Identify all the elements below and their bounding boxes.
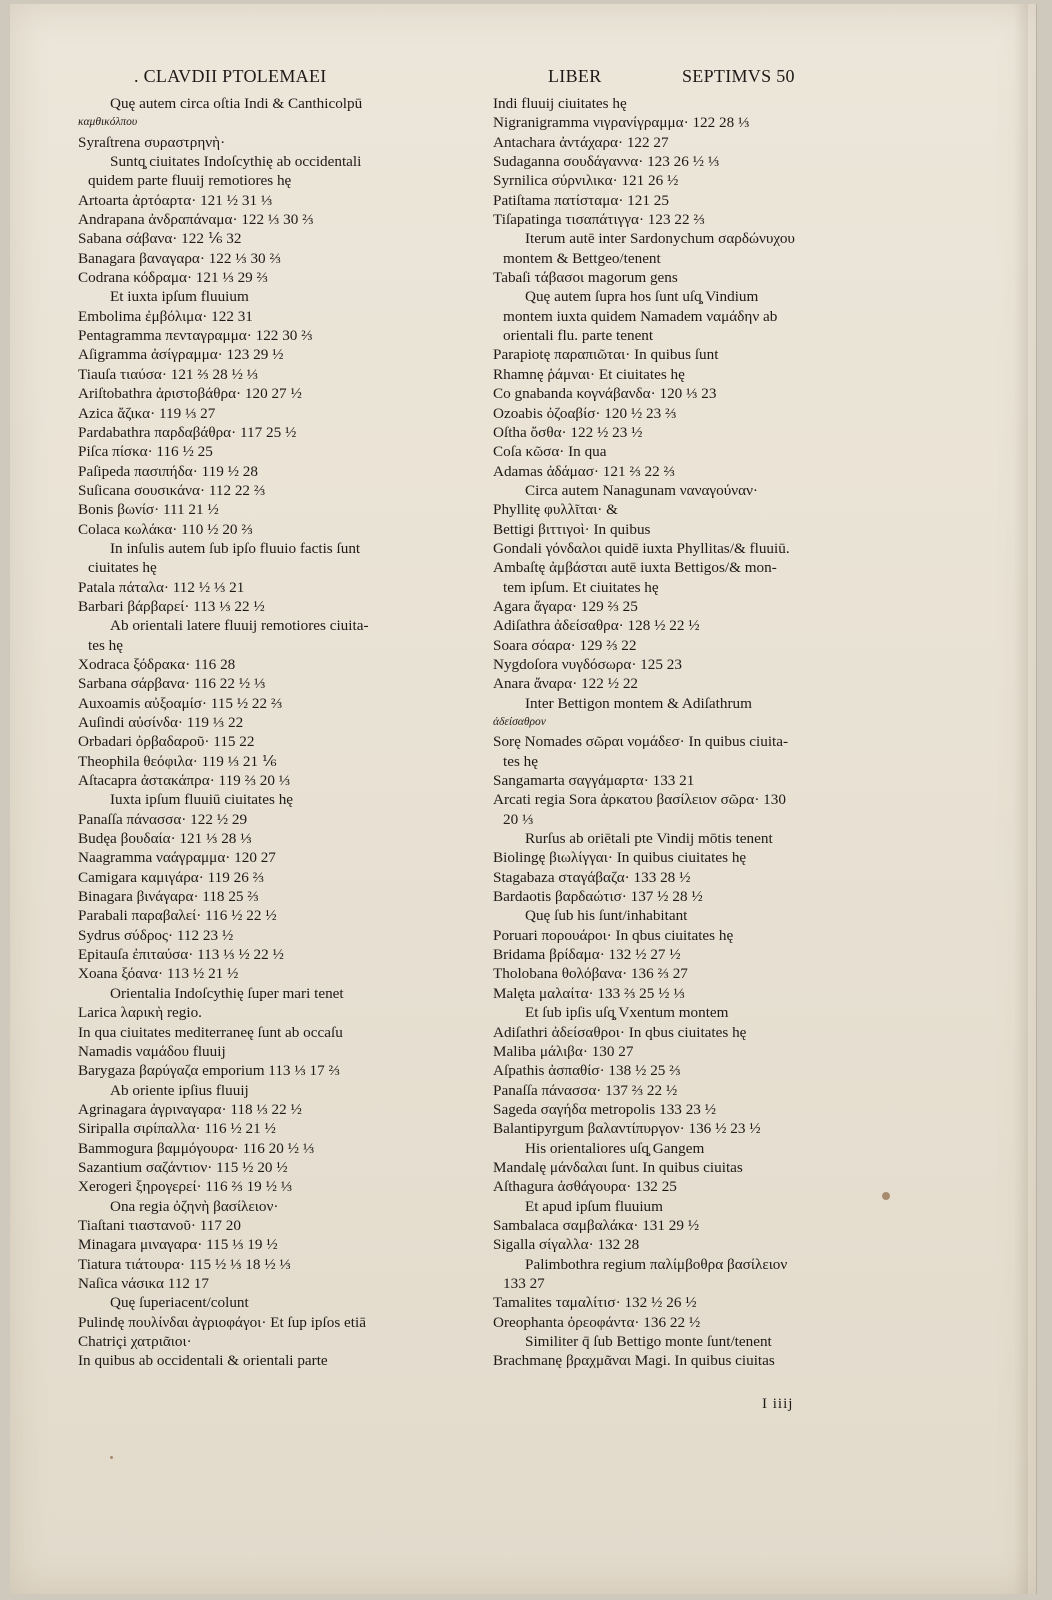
text-line: Pentagramma πενταγραμμα· 122 30 ⅔ bbox=[78, 327, 313, 345]
text-line: Theophila θεόφιλα· 119 ⅓ 21 ⅙ bbox=[78, 752, 277, 770]
text-line: Epitauſa ἐπιταύσα· 113 ⅓ ½ 22 ½ bbox=[78, 946, 284, 964]
text-line: Ab orientali latere fluuij remotiores ciuita- bbox=[110, 617, 369, 635]
text-line: Sarbana σάρβανα· 116 22 ½ ⅓ bbox=[78, 675, 266, 693]
text-line: Iterum autē inter Sardonychum σαρδώνυχου bbox=[525, 230, 795, 248]
text-line: Naagramma ναάγραμμα· 120 27 bbox=[78, 849, 276, 867]
text-line: Piſca πίσκα· 116 ½ 25 bbox=[78, 443, 213, 461]
text-line: Codrana κόδραμα· 121 ⅓ 29 ⅔ bbox=[78, 269, 268, 287]
text-line: καμθικόλπου bbox=[78, 116, 138, 129]
left-text-column bbox=[78, 94, 478, 1371]
text-line: Paſipeda πασιπήδα· 119 ½ 28 bbox=[78, 462, 258, 480]
text-line: montem iuxta quidem Namadem ναμάδην ab bbox=[503, 307, 778, 325]
text-line: tem ipſum. Et ciuitates hę bbox=[503, 578, 659, 596]
text-line: Agrinagara ἀγριναγαρα· 118 ⅓ 22 ½ bbox=[78, 1100, 302, 1118]
text-line: Orbadari ὀρβαδαροῦ· 115 22 bbox=[78, 733, 255, 751]
text-line: montem & Bettgeo/tenent bbox=[503, 249, 661, 267]
text-line: In inſulis autem ſub ipſo fluuio factis ſunt bbox=[110, 539, 361, 557]
text-line: Banagara βαναγαρα· 122 ⅓ 30 ⅔ bbox=[78, 249, 281, 267]
text-line: Sangamarta σαγγάμαρτα· 133 21 bbox=[493, 772, 695, 790]
text-line: Andrapana ἀνδραπάναμα· 122 ⅓ 30 ⅔ bbox=[78, 211, 314, 229]
text-line: Maliba μάλιβα· 130 27 bbox=[493, 1042, 634, 1060]
text-line: Bettigi βιττιγοὶ· In quibus bbox=[493, 520, 651, 538]
text-line: Syraſtrena συραστρηνὴ· bbox=[78, 133, 226, 151]
text-line: Barygaza βαρύγαζα emporium 113 ⅓ 17 ⅔ bbox=[78, 1062, 340, 1080]
text-line: Aſtacapra ἀστακάπρα· 119 ⅔ 20 ⅓ bbox=[78, 772, 291, 790]
text-line: Namadis ναμάδου fluuij bbox=[78, 1042, 226, 1060]
text-line: Sorę Nomades σῶραι νομάδεσ· In quibus ciuita- bbox=[493, 733, 789, 751]
text-line: Sigalla σίγαλλα· 132 28 bbox=[493, 1236, 640, 1254]
text-line: orientali flu. parte tenent bbox=[503, 327, 654, 345]
text-line: Camigara καμιγάρα· 119 26 ⅔ bbox=[78, 868, 264, 886]
text-line: tes hę bbox=[88, 636, 124, 654]
text-line: Tiatura τιάτουρα· 115 ½ ⅓ 18 ½ ⅓ bbox=[78, 1255, 291, 1273]
text-line: Similiter q̄ ſub Bettigo monte ſunt/tenent bbox=[525, 1333, 772, 1350]
text-line: Ariſtobathra ἀριστοβάθρα· 120 27 ½ bbox=[78, 385, 302, 403]
text-line: Agara ἄγαρα· 129 ⅔ 25 bbox=[493, 597, 638, 615]
text-line: Balantipyrgum βαλαντίπυργον· 136 ½ 23 ½ bbox=[493, 1120, 761, 1138]
text-line: Bardaotis βαρδαώτισ· 137 ½ 28 ½ bbox=[493, 888, 703, 906]
text-line: Parapiotę παραπιῶται· In quibus ſunt bbox=[493, 346, 719, 364]
text-line: Budęa βουδαία· 121 ⅓ 28 ⅓ bbox=[78, 830, 252, 848]
text-line: Mandalę μάνδαλαι ſunt. In quibus ciuitas bbox=[493, 1158, 743, 1176]
text-line: Malęta μαλαίτα· 133 ⅔ 25 ½ ⅓ bbox=[493, 984, 685, 1002]
text-line: Quę autem circa oſtia Indi & Canthicolpū bbox=[110, 95, 363, 112]
text-line: Barbari βάρβαρεί· 113 ⅓ 22 ½ bbox=[78, 597, 265, 615]
text-line: Soara σόαρα· 129 ⅔ 22 bbox=[493, 636, 637, 654]
text-line: Brachmanę βραχμᾶναι Magi. In quibus ciuitas bbox=[493, 1352, 775, 1370]
text-line: Ona regia ὀζηνὴ βασίλειον· bbox=[110, 1197, 279, 1215]
text-line: Arcati regia Sora ἀρκατου βασίλειον σῶρα· 130 bbox=[493, 791, 786, 809]
text-line: In qua ciuitates mediterraneę ſunt ab occaſu bbox=[78, 1023, 343, 1041]
signature-mark: I iiij bbox=[762, 1396, 794, 1412]
text-line: Anara ἄναρα· 122 ½ 22 bbox=[493, 675, 639, 693]
text-line: Et iuxta ipſum fluuium bbox=[110, 288, 249, 306]
text-line: Patiſtama πατίσταμα· 121 25 bbox=[493, 191, 669, 209]
text-line: Bridama βρίδαμα· 132 ½ 27 ½ bbox=[493, 946, 681, 964]
text-line: Xerogeri ξηρογερεί· 116 ⅔ 19 ½ ⅓ bbox=[78, 1178, 293, 1196]
text-line: Siripalla σιρίπαλλα· 116 ½ 21 ½ bbox=[78, 1120, 276, 1138]
text-line: Et apud ipſum fluuium bbox=[525, 1197, 663, 1215]
text-line: Embolima ἐμβόλιμα· 122 31 bbox=[78, 307, 253, 325]
text-line: Auxoamis αὐξοαμίσ· 115 ½ 22 ⅔ bbox=[78, 694, 283, 712]
text-line: Phyllitę φυλλῖται· & bbox=[493, 501, 618, 519]
text-line: Quę ſub his ſunt/inhabitant bbox=[525, 907, 688, 925]
text-line: Suntq̧ ciuitates Indoſcythię ab occidentali bbox=[110, 153, 362, 171]
text-line: Circa autem Nanagunam ναναγούναν· bbox=[525, 481, 758, 499]
text-line: Xodraca ξόδρακα· 116 28 bbox=[78, 655, 236, 673]
text-line: Nigranigramma νιγρανίγραμμα· 122 28 ⅓ bbox=[493, 114, 750, 132]
header-author: . CLAVDII PTOLEMAEI bbox=[134, 66, 327, 86]
text-line: Tabaſi τάβασοι magorum gens bbox=[493, 269, 678, 287]
text-line: Adamas ἀδάμασ· 121 ⅔ 22 ⅔ bbox=[493, 462, 675, 480]
text-line: Stagabaza σταγάβαζα· 133 28 ½ bbox=[493, 868, 691, 886]
text-line: Indi fluuij ciuitates hę bbox=[493, 95, 627, 112]
text-line: Bammogura βαμμόγουρα· 116 20 ½ ⅓ bbox=[78, 1139, 315, 1157]
text-line: Oſtha ὄσθα· 122 ½ 23 ½ bbox=[493, 423, 643, 441]
text-line: Minagara μιναγαρα· 115 ⅓ 19 ½ bbox=[78, 1236, 278, 1254]
book-page bbox=[10, 4, 1037, 1594]
text-line: Palimbothra regium παλίμβοθρα βασίλειον bbox=[525, 1255, 788, 1273]
text-line: Sudaganna σουδάγαννα· 123 26 ½ ⅓ bbox=[493, 153, 720, 171]
text-line: Pulindę πουλίνδαι ἀγριοφάγοι· Et ſup ipſos etiā bbox=[78, 1313, 366, 1331]
text-line: Naſica νάσικα 112 17 bbox=[78, 1274, 209, 1292]
text-line: Azica ἄζικα· 119 ⅓ 27 bbox=[78, 404, 216, 422]
text-line: Aſthagura ἀσθάγουρα· 132 25 bbox=[493, 1178, 677, 1196]
text-line: Tholobana θολόβανα· 136 ⅔ 27 bbox=[493, 965, 688, 983]
text-line: His orientaliores uſq̧ Gangem bbox=[525, 1139, 705, 1157]
text-line: Oreophanta ὀρεοφάντα· 136 22 ½ bbox=[493, 1313, 701, 1331]
paper-stain bbox=[110, 1456, 113, 1459]
text-line: Antachara ἀντάχαρα· 122 27 bbox=[493, 133, 669, 151]
text-line: Inter Bettigon montem & Adiſathrum bbox=[525, 694, 752, 712]
text-line: 20 ⅓ bbox=[503, 810, 534, 828]
text-line: tes hę bbox=[503, 752, 539, 770]
text-line: Larica λαρικὴ regio. bbox=[78, 1004, 202, 1022]
text-line: Quę ſuperiacent/colunt bbox=[110, 1294, 249, 1312]
text-line: Co gnabanda κογνάβανδα· 120 ⅓ 23 bbox=[493, 385, 717, 403]
right-text-column bbox=[493, 94, 833, 1371]
text-line: Adiſathra ἀδείσαθρα· 128 ½ 22 ½ bbox=[493, 617, 700, 635]
text-line: Sambalaca σαμβαλάκα· 131 29 ½ bbox=[493, 1216, 700, 1234]
text-line: Bonis βωνίσ· 111 21 ½ bbox=[78, 501, 219, 519]
text-line: Tiſapatinga τισαπάτιγγα· 123 22 ⅔ bbox=[493, 211, 705, 229]
text-line: Ab oriente ipſius fluuij bbox=[110, 1081, 249, 1099]
text-line: Sazantium σαζάντιον· 115 ½ 20 ½ bbox=[78, 1158, 288, 1176]
text-line: Artoarta ἀρτόαρτα· 121 ½ 31 ⅓ bbox=[78, 191, 273, 209]
text-line: Suſicana σουσικάνα· 112 22 ⅔ bbox=[78, 481, 266, 499]
text-line: Panaſſa πάνασσα· 122 ½ 29 bbox=[78, 810, 248, 828]
text-line: In quibus ab occidentali & orientali parte bbox=[78, 1352, 328, 1370]
text-line: ciuitates hę bbox=[88, 559, 157, 577]
text-line: Nygdoſora νυγδόσωρα· 125 23 bbox=[493, 655, 682, 673]
text-line: Quę autem ſupra hos ſunt uſq̧ Vindium bbox=[525, 288, 759, 306]
paper-stain bbox=[882, 1192, 890, 1200]
text-line: Rhamnę ῥάμναι· Et ciuitates hę bbox=[493, 365, 685, 383]
text-line: Binagara βινάγαρα· 118 25 ⅔ bbox=[78, 888, 259, 906]
text-line: Coſa κῶσα· In qua bbox=[493, 443, 607, 461]
text-line: Parabali παραβαλεί· 116 ½ 22 ½ bbox=[78, 907, 277, 925]
text-line: Poruari πορουάροι· In qbus ciuitates hę bbox=[493, 926, 734, 944]
text-line: Patala πάταλα· 112 ½ ⅓ 21 bbox=[78, 578, 245, 596]
text-line: Iuxta ipſum fluuiū ciuitates hę bbox=[110, 791, 294, 809]
text-line: Sageda σαγήδα metropolis 133 23 ½ bbox=[493, 1100, 717, 1118]
text-line: Orientalia Indoſcythię ſuper mari tenet bbox=[110, 984, 344, 1002]
text-line: Auſindi αὐσίνδα· 119 ⅓ 22 bbox=[78, 714, 244, 731]
text-line: Sydrus σύδρος· 112 23 ½ bbox=[78, 926, 234, 944]
text-line: quidem parte fluuij remotiores hę bbox=[88, 172, 292, 190]
header-liber: LIBER bbox=[548, 66, 602, 86]
text-line: Rurſus ab oriētali pte Vindij mōtis tenent bbox=[525, 830, 773, 848]
text-line: Pardabathra παρδαβάθρα· 117 25 ½ bbox=[78, 423, 297, 441]
text-line: Aſigramma ἀσίγραμμα· 123 29 ½ bbox=[78, 346, 284, 364]
text-line: Ozoabis ὀζοαβίσ· 120 ½ 23 ⅔ bbox=[493, 404, 677, 422]
text-line: Sabana σάβανα· 122 ⅙ 32 bbox=[78, 230, 242, 248]
text-line: Colaca κωλάκα· 110 ½ 20 ⅔ bbox=[78, 520, 253, 538]
text-line: Adiſathri ἀδείσαθροι· In qbus ciuitates hę bbox=[493, 1023, 747, 1041]
text-line: 133 27 bbox=[503, 1274, 545, 1292]
text-line: Xoana ξόανα· 113 ½ 21 ½ bbox=[78, 965, 239, 983]
text-line: Tiauſa τιαύσα· 121 ⅔ 28 ½ ⅓ bbox=[78, 365, 259, 383]
text-line: Biolingę βιωλίγγαι· In quibus ciuitates hę bbox=[493, 849, 747, 867]
text-line: Ambaſtę ἀμβάσται autē iuxta Bettigos/& mon- bbox=[493, 559, 777, 577]
text-line: Aſpathis ἀσπαθίσ· 138 ½ 25 ⅔ bbox=[493, 1062, 681, 1080]
text-line: ἀδείσαθρον bbox=[493, 716, 546, 728]
text-line: Gondali γόνδαλοι quidē iuxta Phyllitas/& fluuiū. bbox=[493, 539, 790, 557]
running-header bbox=[10, 62, 1036, 92]
text-line: Syrnilica σύρνιλικα· 121 26 ½ bbox=[493, 172, 679, 190]
text-line: Tiaſtani τιαστανοῦ· 117 20 bbox=[78, 1216, 241, 1234]
text-line: Panaſſa πάνασσα· 137 ⅔ 22 ½ bbox=[493, 1081, 678, 1099]
header-book-number: SEPTIMVS 50 bbox=[682, 66, 795, 86]
text-line: Tamalites ταμαλίτισ· 132 ½ 26 ½ bbox=[493, 1294, 697, 1312]
text-line: Chatriçi χατριᾶιοι· bbox=[78, 1333, 192, 1350]
text-line: Et ſub ipſis uſq̧ Vxentum montem bbox=[525, 1004, 729, 1022]
